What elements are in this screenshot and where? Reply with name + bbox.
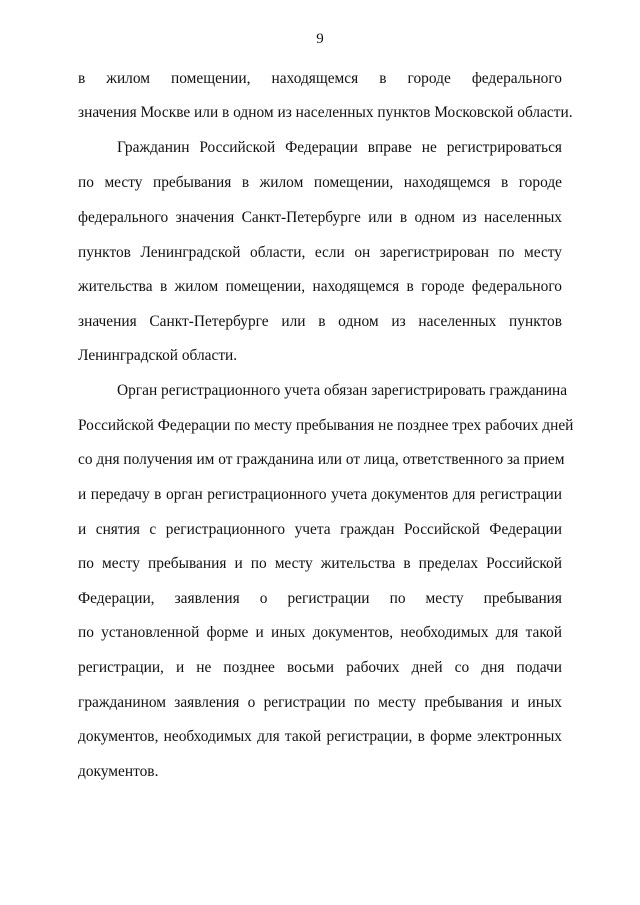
paragraph-line: Орган регистрационного учета обязан зарегистрировать гражданина [117, 382, 568, 399]
paragraph-line: по месту пребывания и по месту жительства в пределах Российской [78, 555, 562, 572]
paragraph-line: значения Санкт-Петербурге или в одном из населенных пунктов [78, 313, 562, 330]
paragraph-line: Гражданин Российской Федерации вправе не регистрироваться [117, 139, 562, 156]
paragraph-line: федерального значения Санкт-Петербурге или в одном из населенных [78, 209, 562, 226]
paragraph-line: по установленной форме и иных документов, необходимых для такой [78, 624, 562, 641]
paragraph-line: Российской Федерации по месту пребывания не позднее трех рабочих дней [78, 417, 574, 434]
page-number: 9 [316, 31, 324, 47]
paragraph-line: со дня получения им от гражданина или от лица, ответственного за прием [78, 451, 565, 468]
paragraph-line: регистрации, и не позднее восьми рабочих дней со дня подачи [78, 659, 562, 676]
paragraph-line: значения Москве или в одном из населенных пунктов Московской области. [78, 104, 573, 121]
paragraph-line: жительства в жилом помещении, находящемся в городе федерального [78, 278, 562, 295]
paragraph-line: пунктов Ленинградской области, если он зарегистрирован по месту [78, 244, 562, 261]
paragraph-line: по месту пребывания в жилом помещении, находящемся в городе [78, 174, 562, 191]
paragraph-line: и передачу в орган регистрационного учета документов для регистрации [78, 486, 562, 503]
paragraph-line: Федерации, заявления о регистрации по месту пребывания [78, 590, 562, 607]
paragraph-line: в жилом помещении, находящемся в городе федерального [78, 70, 562, 87]
paragraph-line: Ленинградской области. [78, 347, 238, 364]
paragraph-line: гражданином заявления о регистрации по месту пребывания и иных [78, 694, 562, 711]
paragraph-line: документов. [78, 763, 159, 780]
paragraph-line: и снятия с регистрационного учета граждан Российской Федерации [78, 521, 562, 538]
paragraph-line: документов, необходимых для такой регистрации, в форме электронных [78, 728, 562, 745]
